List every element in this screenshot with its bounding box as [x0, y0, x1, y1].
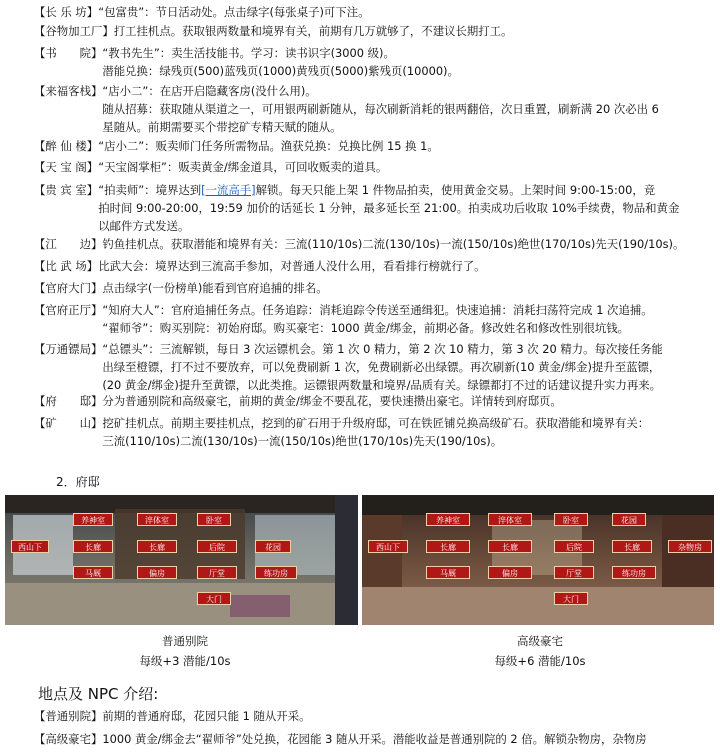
room-label[interactable]: 养神室: [426, 513, 470, 526]
luxury-residence-bonus: 每级+6 潜能/10s: [494, 654, 586, 668]
description-line: 钓鱼挂机点。获取潜能和境界有关：三流(110/10s)二流(130/10s)一流(150/10s)绝世(170/10s)先天(190/10s)。: [102, 237, 685, 251]
room-label[interactable]: 花园: [612, 513, 646, 526]
location-entry: [34, 82, 694, 136]
room-label[interactable]: 卧室: [554, 513, 588, 526]
room-label[interactable]: 花园: [255, 540, 291, 553]
location-entry: [34, 392, 694, 410]
location-description: [102, 279, 694, 297]
location-description: [98, 181, 694, 235]
description-line: “天宝阁掌柜”：贩卖黄金/绑金道具，可回收贩卖的道具。: [98, 160, 388, 174]
room-label[interactable]: 马厩: [426, 566, 470, 579]
location-tag: 【矿 山】: [34, 416, 103, 430]
description-line: 打工挂机点。获取银两数量和境界有关，前期有几万就够了，不建议长期打工。: [113, 24, 513, 38]
description-line: “教书先生”：卖生活技能书。学习：读书识字(3000 级)。: [102, 46, 395, 60]
location-tag: 【万通镖局】: [34, 342, 103, 356]
room-label[interactable]: 长廊: [426, 540, 470, 553]
location-description: [114, 22, 694, 40]
location-tag: 【贵 宾 室】: [34, 183, 99, 197]
location-tag: 【江 边】: [34, 237, 103, 251]
location-entry: [34, 257, 694, 275]
location-entry: [34, 340, 694, 394]
room-label[interactable]: 大门: [554, 592, 588, 605]
normal-residence-caption: 普通别院: [162, 634, 208, 648]
location-description: [102, 340, 694, 394]
location-tag: 【谷物加工厂】: [34, 24, 114, 38]
room-label[interactable]: 西山下: [11, 540, 49, 553]
location-description: [98, 257, 694, 275]
luxury-residence-scene: [362, 495, 714, 625]
description-line: 分为普通别院和高级豪宅，前期的黄金/绑金不要乱花，要快速攒出豪宅。详情转到府邸页。: [102, 394, 562, 408]
room-label[interactable]: 厅堂: [554, 566, 594, 579]
npc-entry-luxury: 【高级豪宅】1000 黄金/绑金去“翟师爷”处兑换，花园能 3 随从开采。潜能收益是普通别院的 2 倍。解锁杂物房，杂物房: [34, 732, 647, 746]
normal-residence-bonus: 每级+3 潜能/10s: [139, 654, 231, 668]
room-label[interactable]: 淬体室: [488, 513, 532, 526]
room-label[interactable]: 练功房: [612, 566, 656, 579]
room-label[interactable]: 淬体室: [137, 513, 177, 526]
location-description: [98, 3, 694, 21]
location-entry: [34, 158, 694, 176]
room-label[interactable]: 长廊: [73, 540, 113, 553]
room-label[interactable]: 西山下: [368, 540, 408, 553]
room-label[interactable]: 厅堂: [197, 566, 237, 579]
description-line: 三流(110/10s)二流(130/10s)一流(150/10s)绝世(170/10s)先天(190/10s)。: [102, 434, 503, 448]
description-text: “拍卖师”：境界达到: [98, 183, 202, 197]
description-text: 解锁。每天只能上架 1 件物品拍卖，使用黄金交易。上架时间 9:00-15:00，竞: [255, 183, 656, 197]
description-line: “总镖头”：三流解锁，每日 3 次运镖机会。第 1 次 0 精力，第 2 次 10 精力，第 3 次 20 精力。每次接任务能: [102, 342, 663, 356]
location-description: [102, 235, 694, 253]
room-label[interactable]: 练功房: [255, 566, 297, 579]
room-label[interactable]: 卧室: [197, 513, 231, 526]
description-line: 点击绿字(一份榜单)能看到官府追捕的排名。: [102, 281, 328, 295]
normal-residence-scene: [5, 495, 358, 625]
description-line: “包富贵”：节日活动处。点击绿字(每张桌子)可下注。: [98, 5, 370, 19]
location-tag: 【官府大门】: [34, 281, 103, 295]
description-line: 拍时间 9:00-20:00，19:59 加价的话延长 1 分钟，最多延长至 21:00。拍卖成功后收取 10%手续费，物品和黄金: [98, 201, 680, 215]
room-label[interactable]: 长廊: [137, 540, 177, 553]
location-tag: 【府 邸】: [34, 394, 103, 408]
description-line: “店小二”：在店开启隐藏客房(没什么用)。: [102, 84, 317, 98]
description-line: 以邮件方式发送。: [98, 219, 190, 233]
location-entry: [34, 137, 694, 155]
location-tag: 【天 宝 阁】: [34, 160, 99, 174]
room-label[interactable]: 后院: [554, 540, 594, 553]
section-heading: 2．府邸: [56, 475, 100, 489]
location-tag: 【书 院】: [34, 46, 103, 60]
location-description: [102, 82, 694, 136]
location-entry: [34, 235, 694, 253]
description-line: 随从招募：获取随从渠道之一，可用银两刷新随从，每次刷新消耗的银两翻倍，次日重置，刷新满 20 次必出 6: [102, 102, 659, 116]
description-line: 潜能兑换：绿残页(500)蓝残页(1000)黄残页(5000)紫残页(10000)。: [102, 64, 459, 78]
room-label[interactable]: 偏房: [488, 566, 532, 579]
description-line: 挖矿挂机点。前期主要挂机点，挖到的矿石用于升级府邸，可在铁匠铺兑换高级矿石。获取潜能和境界有关：: [102, 416, 650, 430]
description-line: (20 黄金/绑金)提升至黄镖，以此类推。运镖银两数量和境界/品质有关。绿镖都打不过的话建议提升实力再来。: [102, 378, 662, 392]
room-label[interactable]: 大门: [197, 592, 231, 605]
room-label[interactable]: 养神室: [73, 513, 113, 526]
location-entry: [34, 279, 694, 297]
location-entry: [34, 414, 694, 450]
npc-entry-normal: 【普通别院】前期的普通府邸，花园只能 1 随从开采。: [34, 709, 311, 723]
description-line: [98, 181, 694, 199]
realm-link[interactable]: [一流高手]: [201, 183, 256, 197]
description-line: “店小二”：贩卖师门任务所需物品。渔获兑换：兑换比例 15 换 1。: [98, 139, 439, 153]
location-entry: [34, 44, 694, 80]
location-tag: 【醉 仙 楼】: [34, 139, 99, 153]
location-description: [102, 44, 694, 80]
location-entry: [34, 22, 694, 40]
location-description: [102, 301, 694, 337]
location-description: [98, 158, 694, 176]
location-entry: [34, 181, 694, 235]
room-label[interactable]: 后院: [197, 540, 237, 553]
npc-heading: 地点及 NPC 介绍:: [38, 685, 159, 703]
description-line: 比武大会：境界达到三流高手参加，对普通人没什么用，看看排行榜就行了。: [98, 259, 486, 273]
location-description: [98, 137, 694, 155]
location-tag: 【官府正厅】: [34, 303, 103, 317]
luxury-residence-map: [362, 495, 714, 625]
location-tag: 【来福客栈】: [34, 84, 103, 98]
description-line: “知府大人”：官府追捕任务点。任务追踪：消耗追踪令传送至通缉犯。快速追捕：消耗扫荡符完成 1 次追捕。: [102, 303, 653, 317]
room-label[interactable]: 长廊: [612, 540, 652, 553]
location-tag: 【长 乐 坊】: [34, 5, 99, 19]
luxury-residence-caption: 高级豪宅: [517, 634, 563, 648]
location-description: [102, 414, 694, 450]
normal-residence-map: [5, 495, 358, 625]
room-label[interactable]: 马厩: [73, 566, 113, 579]
room-label[interactable]: 偏房: [137, 566, 177, 579]
location-tag: 【比 武 场】: [34, 259, 99, 273]
description-line: 星随从。前期需要买个带挖矿专精天赋的随从。: [102, 120, 342, 134]
location-entry: [34, 301, 694, 337]
description-line: 出绿至橙镖，打不过不要放弃，可以免费刷新 1 次，免费刷新必出绿镖。再次刷新(10 黄金/绑金)提升至蓝镖，: [102, 360, 661, 374]
location-entry: [34, 3, 694, 21]
location-description: [102, 392, 694, 410]
description-line: “翟师爷”：购买别院：初始府邸。购买豪宅：1000 黄金/绑金，前期必备。修改姓名和修改性别很坑钱。: [102, 321, 630, 335]
room-label[interactable]: 长廊: [488, 540, 532, 553]
room-label[interactable]: 杂物房: [668, 540, 712, 553]
